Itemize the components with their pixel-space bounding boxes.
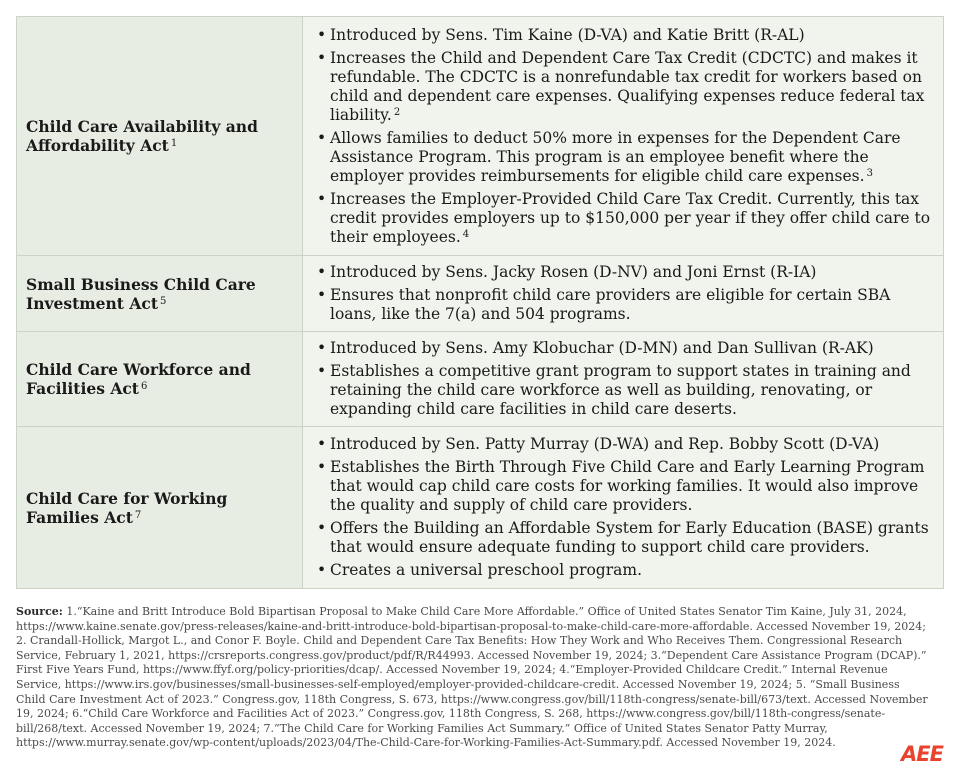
list-item: • Ensures that nonprofit child care providers are eligible for certain SBA loans, like the 7(a) and 504 programs. [317, 286, 937, 324]
footnote-marker: 4 [462, 228, 470, 240]
list-item: • Introduced by Sen. Patty Murray (D-WA) and Rep. Bobby Scott (D-VA) [317, 435, 937, 454]
bill-name-cell [17, 17, 303, 256]
table-row [17, 427, 944, 589]
list-item: • Creates a universal preschool program. [317, 561, 937, 580]
bill-details-list [317, 26, 937, 247]
bill-name: Child Care Availability and Affordability Act [26, 117, 258, 155]
list-item: • Establishes the Birth Through Five Child Care and Early Learning Program that would cap child care costs for working families. It would also improve the quality and supply of child care providers. [317, 458, 937, 515]
bill-details-cell [303, 332, 944, 427]
list-item: • Introduced by Sens. Tim Kaine (D-VA) and Katie Britt (R-AL) [317, 26, 937, 45]
logo-text: AEE [901, 742, 943, 764]
footnote-marker: 1 [170, 138, 178, 149]
source-text: 1.“Kaine and Britt Introduce Bold Bipartisan Proposal to Make Child Care More Affordable.” Office of United States Senator Tim Kaine, July 31, 2024, https://www.kaine.senate.gov/press-releases/kaine-and-britt-introduce-bold-bipartisan-proposal-to-make-child-care-more-affordable. Accessed November 19, 2024; 2. Crandall-Hollick, Margot L., and Conor F. Boyle. Child and Dependent Care Tax Benefits: How They Work and Who Receives Them. Congressional Research Service, February 1, 2021, https://crsreports.congress.gov/product/pdf/R/R44993. Accessed November 19, 2024; 3.“Dependent Care Assistance Program (DCAP).” First Five Years Fund, https://www.ffyf.org/policy-priorities/dcap/. Accessed November 19, 2024; 4.“Employer-Provided Childcare Credit.” Internal Revenue Service, https://www.irs.gov/businesses/small-businesses-self-employed/employer-provided-childcare-credit. Accessed November 19, 2024; 5. “Small Business Child Care Investment Act of 2023.” Congress.gov, 118th Congress, S. 673, https://www.congress.gov/bill/118th-congress/senate-bill/673/text. Accessed November 19, 2024; 6.“Child Care Workforce and Facilities Act of 2023.” Congress.gov, 118th Congress, S. 268, https://www.congress.gov/bill/118th-congress/senate-bill/268/text. Accessed November 19, 2024; 7.“The Child Care for Working Families Act Summary.” Office of United States Senator Patty Murray, https://www.murray.senate.gov/wp-content/uploads/2023/04/The-Child-Care-for-Working-Families-Act-Summary.pdf. Accessed November 19, 2024. [16, 605, 928, 750]
bill-details-list [317, 435, 937, 580]
list-item: • Increases the Child and Dependent Care Tax Credit (CDCTC) and makes it refundable. The CDCTC is a nonrefundable tax credit for workers based on child and dependent care expenses. Qualifying expenses reduce federal tax liability. $^2$ [317, 49, 937, 125]
source-footnote [16, 605, 932, 751]
list-item: • Increases the Employer-Provided Child Care Tax Credit. Currently, this tax credit provides employers up to $150,000 per year if they offer child care to their employees. $^4$ [317, 190, 937, 247]
bill-name: Small Business Child Care Investment Act [26, 274, 256, 313]
bill-name-cell [17, 332, 303, 427]
bill-details-list [317, 263, 937, 324]
aee-logo [900, 742, 944, 764]
bill-details-cell [303, 427, 944, 589]
footnote-marker: 3 [866, 167, 873, 179]
footnote-marker: 6 [140, 381, 148, 392]
bill-details-cell [303, 256, 944, 332]
footnote-marker: 7 [134, 509, 142, 521]
footnote-marker: 5 [160, 295, 167, 307]
bill-name-cell [17, 256, 303, 332]
table-row [17, 17, 944, 256]
bill-details-list [317, 339, 937, 419]
table-row [17, 332, 944, 427]
list-item: • Establishes a competitive grant program to support states in training and retaining the child care workforce as well as building, renovating, or expanding child care facilities in child care deserts. [317, 362, 937, 419]
list-item: • Introduced by Sens. Jacky Rosen (D-NV) and Joni Ernst (R-IA) [317, 263, 937, 282]
footnote-marker: 2 [393, 106, 401, 118]
bill-details-cell [303, 17, 944, 256]
list-item: • Offers the Building an Affordable System for Early Education (BASE) grants that would ensure adequate funding to support child care providers. [317, 519, 937, 557]
bill-name: Child Care for Working Families Act [26, 488, 228, 527]
source-label: Source: [16, 605, 63, 618]
table-row [17, 256, 944, 332]
bill-name-cell [17, 427, 303, 589]
bills-table [16, 16, 944, 589]
list-item: • Introduced by Sens. Amy Klobuchar (D-MN) and Dan Sullivan (R-AK) [317, 339, 937, 358]
bill-name: Child Care Workforce and Facilities Act [26, 360, 251, 398]
list-item: • Allows families to deduct 50% more in expenses for the Dependent Care Assistance Program. This program is an employee benefit where the employer provides reimbursements for eligible child care expenses. $^3$ [317, 129, 937, 186]
